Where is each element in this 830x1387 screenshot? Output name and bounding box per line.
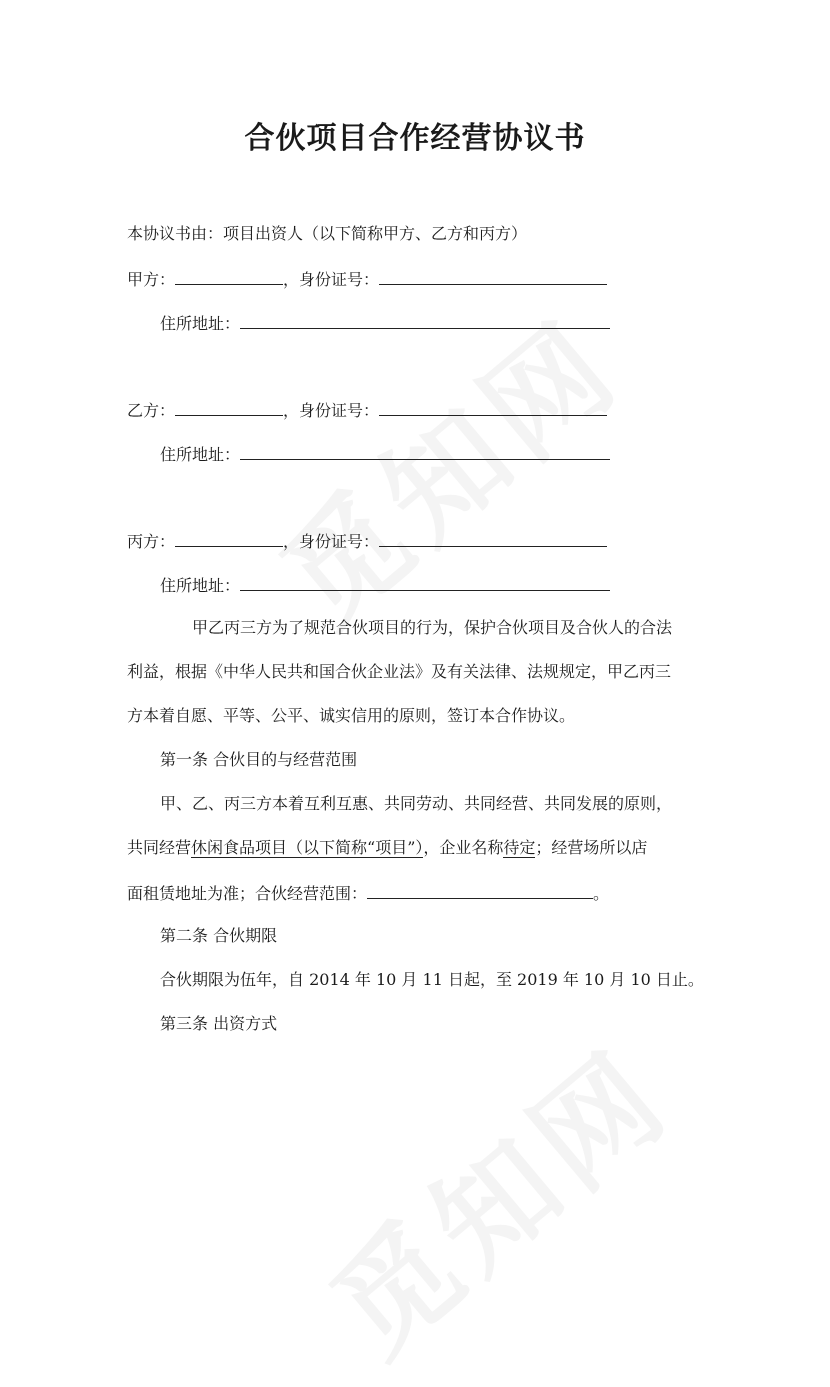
party-b-line <box>127 397 607 423</box>
article1-line-2 <box>127 836 647 860</box>
party-b-name-field[interactable] <box>175 397 283 416</box>
page-title: 合伙项目合作经营协议书 <box>244 121 586 156</box>
party-a-address-label: 住所地址： <box>160 314 241 333</box>
party-b-id-field[interactable] <box>379 397 607 416</box>
party-a-address-line <box>160 310 610 336</box>
article1-heading: 第一条 合伙目的与经营范围 <box>160 750 358 769</box>
party-b-id-label: ，身份证号： <box>283 401 380 420</box>
article1-line3-a: 面租赁地址为准；合伙经营范围： <box>127 884 368 903</box>
article1-line3-b: 。 <box>593 884 610 903</box>
article3-heading: 第三条 出资方式 <box>160 1014 278 1033</box>
party-b-address-field[interactable] <box>240 441 610 460</box>
article1-line-1: 甲、乙、丙三方本着互利互惠、共同劳动、共同经营、共同发展的原则， <box>160 794 673 813</box>
business-scope-field[interactable] <box>367 880 593 899</box>
intro-line: 本协议书由：项目出资人（以下简称甲方、乙方和丙方） <box>127 224 528 243</box>
party-a-id-field[interactable] <box>379 266 607 285</box>
party-c-address-label: 住所地址： <box>160 576 241 595</box>
party-c-id-field[interactable] <box>379 528 607 547</box>
para1-line-1: 甲乙丙三方为了规范合伙项目的行为，保护合伙项目及合伙人的合法 <box>192 618 673 637</box>
company-name-value: 待定 <box>503 838 536 857</box>
party-a-id-label: ，身份证号： <box>283 270 380 289</box>
party-a-label: 甲方： <box>127 270 176 289</box>
party-b-address-label: 住所地址： <box>160 445 241 464</box>
party-c-line <box>127 528 607 554</box>
party-a-line <box>127 266 607 292</box>
watermark-bottom <box>290 1005 699 1387</box>
article2-heading: 第二条 合伙期限 <box>160 926 278 945</box>
party-b-label: 乙方： <box>127 401 176 420</box>
party-c-label: 丙方： <box>127 532 176 551</box>
article1-line2-c: ，企业名称 <box>423 838 504 857</box>
article1-line2-e: ；经营场所以店 <box>535 838 648 857</box>
party-c-id-label: ，身份证号： <box>283 532 380 551</box>
article2-text: 合伙期限为伍年，自 2014 年 10 月 11 日起，至 2019 年 10 月 10 日止。 <box>160 970 704 989</box>
para1-line-2: 利益，根据《中华人民共和国合伙企业法》及有关法律、法规规定，甲乙丙三 <box>127 662 672 681</box>
party-a-name-field[interactable] <box>175 266 283 285</box>
party-b-address-line <box>160 441 610 467</box>
article1-line-3 <box>127 880 609 906</box>
project-name-value: 休闲食品项目（以下简称“项目”） <box>191 838 424 857</box>
party-c-address-line <box>160 572 610 598</box>
article1-line2-a: 共同经营 <box>127 838 192 857</box>
para1-line-3: 方本着自愿、平等、公平、诚实信用的原则，签订本合作协议。 <box>127 706 576 725</box>
party-c-address-field[interactable] <box>240 572 610 591</box>
party-a-address-field[interactable] <box>240 310 610 329</box>
party-c-name-field[interactable] <box>175 528 283 547</box>
